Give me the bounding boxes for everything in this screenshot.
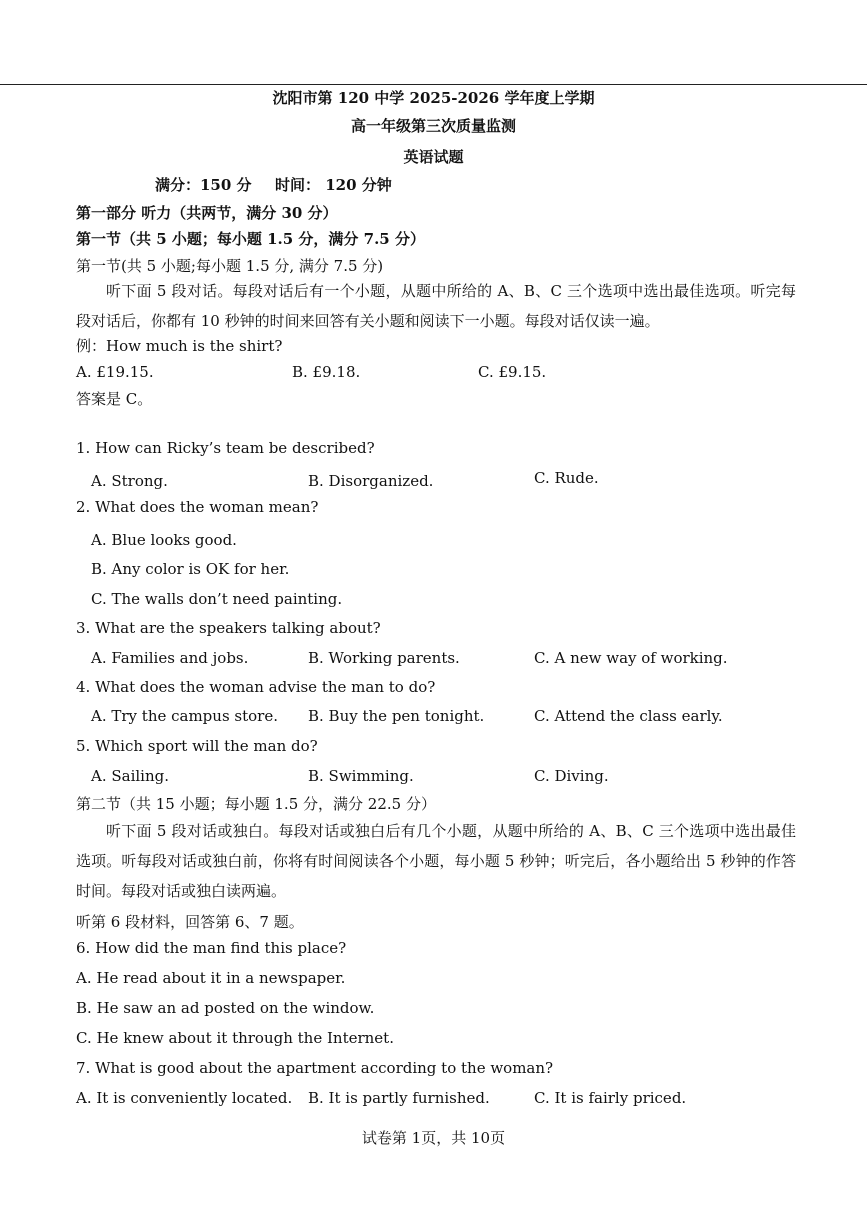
option-b: B. Buy the pen tonight.	[308, 707, 485, 725]
question-stem: 2. What does the woman mean?	[76, 498, 319, 516]
option-c: C. Attend the class early.	[534, 707, 723, 725]
option-c: C. Rude.	[534, 469, 599, 487]
section2-instruction: 听下面 5 段对话或独白。每段对话或独白后有几个小题，从题中所给的 A、B、C 三个选项中选出最佳选项。听每段对话或独白前，你将有时间阅读各个小题，每小题 5 秒钟；听完后，各小题给出 5 秒钟的作答时间。每段对话或独白读两遍。	[76, 822, 796, 900]
option-b: B. Disorganized.	[308, 472, 434, 490]
example-option-b: B. £9.18.	[292, 363, 361, 381]
material-6-instruction: 听第 6 段材料，回答第 6、7 题。	[76, 913, 304, 931]
option-b: B. Working parents.	[308, 649, 460, 667]
school-title: 沈阳市第 120 中学 2025-2026 学年度上学期	[272, 89, 595, 107]
option-a: A. Strong.	[91, 472, 168, 490]
header-rule	[0, 84, 867, 85]
option-c: C. A new way of working.	[534, 649, 728, 667]
option-c: C. It is fairly priced.	[534, 1089, 687, 1107]
exam-title: 高一年级第三次质量监测	[350, 117, 516, 135]
option-a: A. Families and jobs.	[91, 649, 249, 667]
option-a: A. It is conveniently located.	[76, 1089, 293, 1107]
option-a: A. He read about it in a newspaper.	[76, 969, 346, 987]
question-stem: 1. How can Ricky’s team be described?	[76, 439, 375, 457]
full-score: 满分：150 分	[155, 176, 252, 194]
section1-title: 第一节（共 5 小题；每小题 1.5 分，满分 7.5 分）	[76, 230, 425, 248]
question-stem: 5. Which sport will the man do?	[76, 737, 318, 755]
option-a: A. Sailing.	[91, 767, 170, 785]
part1-title: 第一部分 听力（共两节，满分 30 分）	[76, 204, 338, 222]
time-limit: 时间： 120 分钟	[275, 176, 392, 194]
option-a: A. Try the campus store.	[91, 707, 278, 725]
option-b: B. He saw an ad posted on the window.	[76, 999, 375, 1017]
option-c: C. The walls don’t need painting.	[91, 590, 343, 608]
subject-title: 英语试题	[403, 148, 464, 166]
example-option-a: A. £19.15.	[76, 363, 154, 381]
question-stem: 3. What are the speakers talking about?	[76, 619, 381, 637]
option-c: C. Diving.	[534, 767, 609, 785]
option-b: B. It is partly furnished.	[308, 1089, 490, 1107]
example-option-c: C. £9.15.	[478, 363, 547, 381]
option-b: B. Swimming.	[308, 767, 414, 785]
option-b: B. Any color is OK for her.	[91, 560, 290, 578]
section1-title-plain: 第一节(共 5 小题;每小题 1.5 分, 满分 7.5 分)	[76, 257, 384, 275]
question-stem: 4. What does the woman advise the man to do?	[76, 678, 436, 696]
question-stem: 7. What is good about the apartment according to the woman?	[76, 1059, 554, 1077]
option-c: C. He knew about it through the Internet.	[76, 1029, 394, 1047]
section2-title: 第二节（共 15 小题；每小题 1.5 分，满分 22.5 分）	[76, 795, 436, 813]
example-answer: 答案是 C。	[76, 390, 153, 408]
option-a: A. Blue looks good.	[91, 531, 237, 549]
question-stem: 6. How did the man find this place?	[76, 939, 347, 957]
page-footer: 试卷第 1页，共 10页	[361, 1129, 506, 1147]
example-question: 例：How much is the shirt?	[76, 337, 283, 355]
section1-instruction: 听下面 5 段对话。每段对话后有一个小题，从题中所给的 A、B、C 三个选项中选出最佳选项。听完每段对话后，你都有 10 秒钟的时间来回答有关小题和阅读下一小题。每段对话仅读一遍。	[76, 282, 796, 330]
